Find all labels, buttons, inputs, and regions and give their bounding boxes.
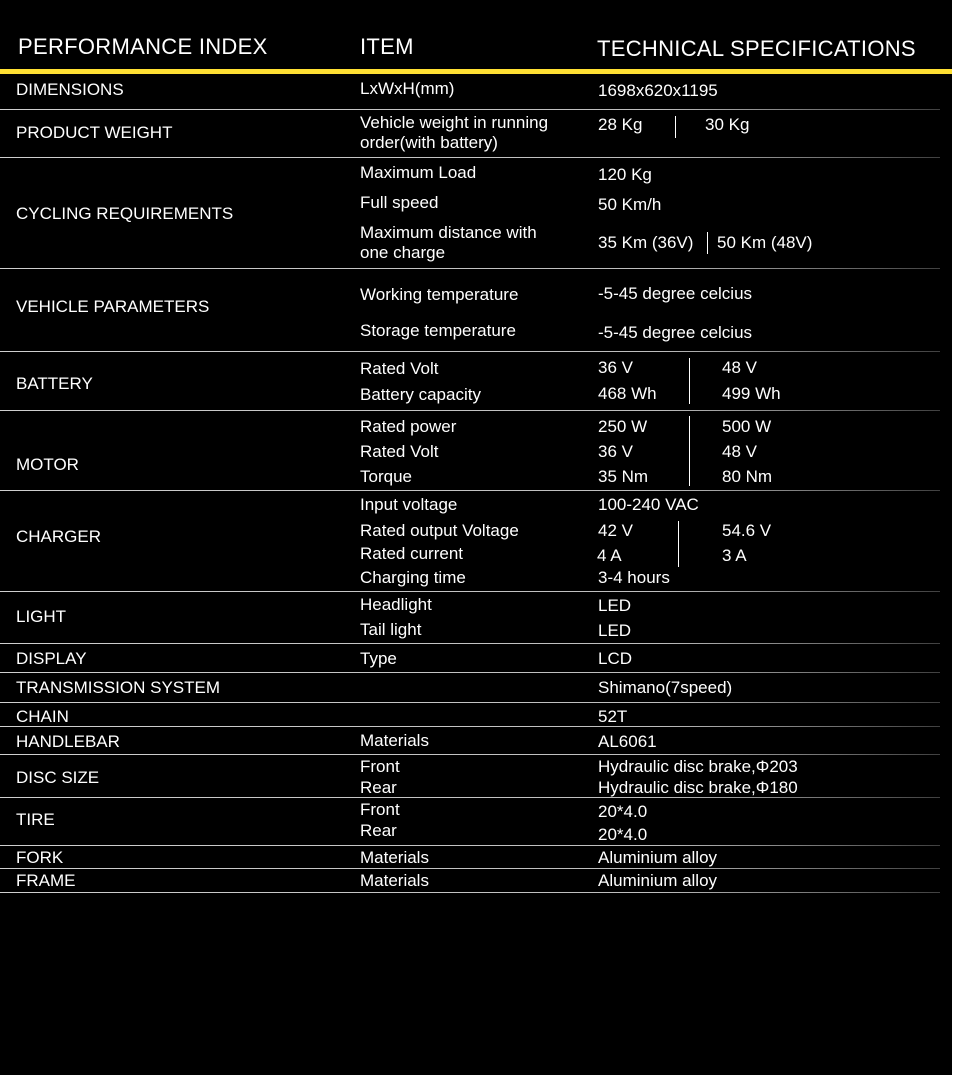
item-headlight: Headlight xyxy=(360,595,432,614)
category-dimensions: DIMENSIONS xyxy=(16,80,124,99)
category-cycling-requirements: CYCLING REQUIREMENTS xyxy=(16,204,234,223)
item-vehicle-weight-line2: order(with battery) xyxy=(360,133,498,152)
spec-headlight: LED xyxy=(598,596,632,615)
row-divider xyxy=(0,702,940,703)
spec-motor-torque-36v: 35 Nm xyxy=(598,467,649,486)
item-charging-time: Charging time xyxy=(360,568,466,587)
item-battery-capacity: Battery capacity xyxy=(360,385,481,404)
item-battery-rated-volt: Rated Volt xyxy=(360,359,439,378)
spec-working-temperature: -5-45 degree celcius xyxy=(598,284,753,303)
row-divider xyxy=(0,797,940,798)
spec-output-voltage-36v: 42 V xyxy=(598,521,633,540)
spec-rated-current-36v: 4 A xyxy=(597,546,622,565)
item-input-voltage: Input voltage xyxy=(360,495,458,514)
item-tail-light: Tail light xyxy=(360,620,422,639)
item-disc-rear: Rear xyxy=(360,778,397,797)
category-chain: CHAIN xyxy=(16,707,69,726)
spec-handlebar-materials: AL6061 xyxy=(598,732,657,751)
item-full-speed: Full speed xyxy=(360,193,439,212)
spec-max-distance-48v: 50 Km (48V) xyxy=(717,233,813,252)
item-fork-materials: Materials xyxy=(360,848,429,867)
row-divider xyxy=(0,490,940,491)
item-working-temperature: Working temperature xyxy=(360,285,519,304)
item-frame-materials: Materials xyxy=(360,871,429,890)
spec-dimensions: 1698x620x1195 xyxy=(598,81,718,100)
category-fork: FORK xyxy=(16,848,64,867)
item-max-distance-line1: Maximum distance with xyxy=(360,223,537,242)
row-divider xyxy=(0,109,940,110)
row-divider xyxy=(0,868,940,869)
row-divider xyxy=(0,157,940,158)
spec-fork-materials: Aluminium alloy xyxy=(598,848,718,867)
row-divider xyxy=(0,410,940,411)
category-frame: FRAME xyxy=(16,871,76,890)
spec-chain: 52T xyxy=(598,707,628,726)
spec-tail-light: LED xyxy=(598,621,632,640)
row-divider xyxy=(0,672,940,673)
spec-display-type: LCD xyxy=(598,649,633,668)
spec-disc-front: Hydraulic disc brake,Φ203 xyxy=(598,757,798,776)
item-storage-temperature: Storage temperature xyxy=(360,321,516,340)
spec-full-speed: 50 Km/h xyxy=(598,195,662,214)
spec-battery-capacity-36v: 468 Wh xyxy=(598,384,657,403)
spec-separator xyxy=(689,358,690,404)
header-accent-line xyxy=(0,69,952,74)
spec-rated-current-48v: 3 A xyxy=(722,546,747,565)
category-light: LIGHT xyxy=(16,607,67,626)
row-divider xyxy=(0,754,940,755)
item-vehicle-weight-line1: Vehicle weight in running xyxy=(360,113,549,132)
header-technical-specifications: TECHNICAL SPECIFICATIONS xyxy=(597,36,916,61)
item-motor-rated-power: Rated power xyxy=(360,417,457,436)
spec-battery-volt-36v: 36 V xyxy=(598,358,633,377)
category-vehicle-parameters: VEHICLE PARAMETERS xyxy=(16,297,210,316)
spec-motor-volt-48v: 48 V xyxy=(722,442,757,461)
item-motor-rated-volt: Rated Volt xyxy=(360,442,439,461)
spec-output-voltage-48v: 54.6 V xyxy=(722,521,772,540)
spec-motor-torque-48v: 80 Nm xyxy=(722,467,773,486)
item-rated-output-voltage: Rated output Voltage xyxy=(360,521,519,540)
item-motor-torque: Torque xyxy=(360,467,412,486)
spec-weight-36v: 28 Kg xyxy=(598,115,643,134)
row-divider xyxy=(0,726,940,727)
item-tire-front: Front xyxy=(360,800,400,819)
row-divider xyxy=(0,351,940,352)
header-item: ITEM xyxy=(360,34,414,59)
spec-separator xyxy=(678,521,679,567)
spec-separator xyxy=(689,416,690,486)
category-motor: MOTOR xyxy=(16,455,79,474)
category-product-weight: PRODUCT WEIGHT xyxy=(16,123,173,142)
category-disc-size: DISC SIZE xyxy=(16,768,100,787)
spec-tire-rear: 20*4.0 xyxy=(598,825,648,844)
row-divider xyxy=(0,591,940,592)
item-display-type: Type xyxy=(360,649,397,668)
item-disc-front: Front xyxy=(360,757,400,776)
spec-charging-time: 3-4 hours xyxy=(598,568,670,587)
item-dimensions: LxWxH(mm) xyxy=(360,79,455,98)
spec-transmission-system: Shimano(7speed) xyxy=(598,678,733,697)
row-divider xyxy=(0,643,940,644)
row-divider xyxy=(0,892,940,893)
spec-frame-materials: Aluminium alloy xyxy=(598,871,718,890)
spec-max-distance-36v: 35 Km (36V) xyxy=(598,233,694,252)
item-maximum-load: Maximum Load xyxy=(360,163,477,182)
spec-weight-48v: 30 Kg xyxy=(705,115,750,134)
category-battery: BATTERY xyxy=(16,374,93,393)
spec-battery-volt-48v: 48 V xyxy=(722,358,757,377)
row-divider xyxy=(0,845,940,846)
spec-motor-volt-36v: 36 V xyxy=(598,442,633,461)
page-edge xyxy=(952,0,960,1075)
spec-battery-capacity-48v: 499 Wh xyxy=(722,384,781,403)
spec-separator xyxy=(675,116,676,138)
spec-input-voltage: 100-240 VAC xyxy=(598,495,699,514)
spec-disc-rear: Hydraulic disc brake,Φ180 xyxy=(598,778,798,797)
category-display: DISPLAY xyxy=(16,649,87,668)
category-tire: TIRE xyxy=(16,810,55,829)
spec-tire-front: 20*4.0 xyxy=(598,802,648,821)
item-max-distance-line2: one charge xyxy=(360,243,446,262)
item-handlebar-materials: Materials xyxy=(360,731,429,750)
category-transmission-system: TRANSMISSION SYSTEM xyxy=(16,678,221,697)
item-rated-current: Rated current xyxy=(360,544,463,563)
header-performance-index: PERFORMANCE INDEX xyxy=(18,34,268,59)
category-handlebar: HANDLEBAR xyxy=(16,732,120,751)
spec-motor-power-48v: 500 W xyxy=(722,417,772,436)
category-charger: CHARGER xyxy=(16,527,102,546)
spec-separator xyxy=(707,232,708,254)
spec-maximum-load: 120 Kg xyxy=(598,165,652,184)
spec-storage-temperature: -5-45 degree celcius xyxy=(598,323,753,342)
row-divider xyxy=(0,268,940,269)
spec-motor-power-36v: 250 W xyxy=(598,417,648,436)
item-tire-rear: Rear xyxy=(360,821,397,840)
